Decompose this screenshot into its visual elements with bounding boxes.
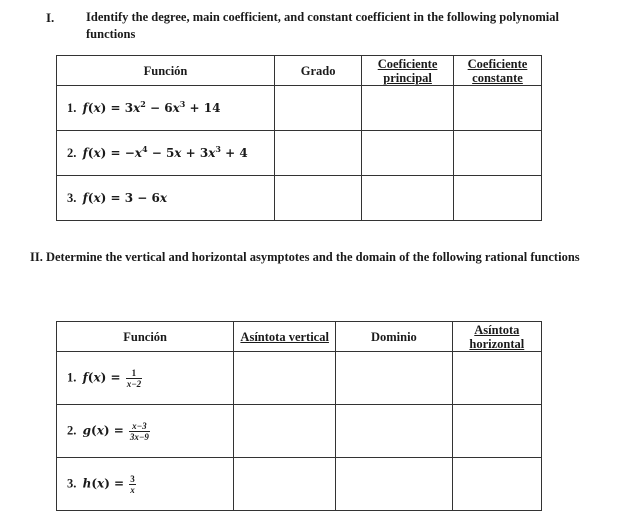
table-row: [57, 86, 542, 131]
answer-cell[interactable]: [275, 131, 362, 176]
table-header-row: [57, 322, 542, 352]
answer-cell[interactable]: [362, 131, 454, 176]
answer-cell[interactable]: [336, 405, 453, 458]
header-asintota-horizontal: Asíntota horizontal: [452, 322, 541, 352]
answer-cell[interactable]: [275, 176, 362, 221]
answer-cell[interactable]: [275, 86, 362, 131]
table-header-row: [57, 56, 542, 86]
table-row: [57, 176, 542, 221]
section-2-instruction: II. Determine the vertical and horizontal asymptotes and the domain of the following rational functions: [30, 250, 580, 264]
header-coeficiente-constante: Coeficiente constante: [453, 56, 541, 86]
header-coeficiente-principal: Coeficiente principal: [362, 56, 454, 86]
table-row: [57, 131, 542, 176]
answer-cell[interactable]: [453, 131, 541, 176]
answer-cell[interactable]: [453, 86, 541, 131]
answer-cell[interactable]: [234, 352, 336, 405]
fraction: $\frac{x-3}{3x-9}$: [129, 420, 149, 442]
header-dominio: Dominio: [336, 322, 453, 352]
answer-cell[interactable]: [452, 352, 541, 405]
answer-cell[interactable]: [336, 458, 453, 511]
table-row: [57, 405, 542, 458]
rational-table: [56, 321, 542, 511]
table-row: [57, 458, 542, 511]
fraction: $\frac{1}{x-2}$: [126, 367, 142, 389]
answer-cell[interactable]: [234, 458, 336, 511]
function-cell: 1. $f(x) = 3x^2 - 6x^3 + 14$: [57, 86, 275, 131]
function-cell: 3. h(x) = $\frac{3}{x}$: [57, 458, 234, 511]
polynomial-table: [56, 55, 542, 221]
answer-cell[interactable]: [452, 458, 541, 511]
section-1-number: I.: [46, 10, 55, 25]
header-grado: Grado: [275, 56, 362, 86]
header-asintota-vertical: Asíntota vertical: [234, 322, 336, 352]
function-cell: 2. g(x) = $\frac{x-3}{3x-9}$: [57, 405, 234, 458]
function-cell: 1. f(x) = $\frac{1}{x-2}$: [57, 352, 234, 405]
answer-cell[interactable]: [336, 352, 453, 405]
answer-cell[interactable]: [362, 86, 454, 131]
answer-cell[interactable]: [453, 176, 541, 221]
function-cell: 3. f(x) = 3 − 6x: [57, 176, 275, 221]
section-1-instruction: Identify the degree, main coefficient, and constant coefficient in the following polynomial functions: [86, 10, 559, 41]
header-funcion: Función: [57, 56, 275, 86]
function-cell: 2. $f(x) = -x^4 - 5x + 3x^3 + 4$: [57, 131, 275, 176]
header-funcion: Función: [57, 322, 234, 352]
answer-cell[interactable]: [234, 405, 336, 458]
answer-cell[interactable]: [362, 176, 454, 221]
fraction: $\frac{3}{x}$: [130, 473, 135, 495]
answer-cell[interactable]: [452, 405, 541, 458]
table-row: [57, 352, 542, 405]
